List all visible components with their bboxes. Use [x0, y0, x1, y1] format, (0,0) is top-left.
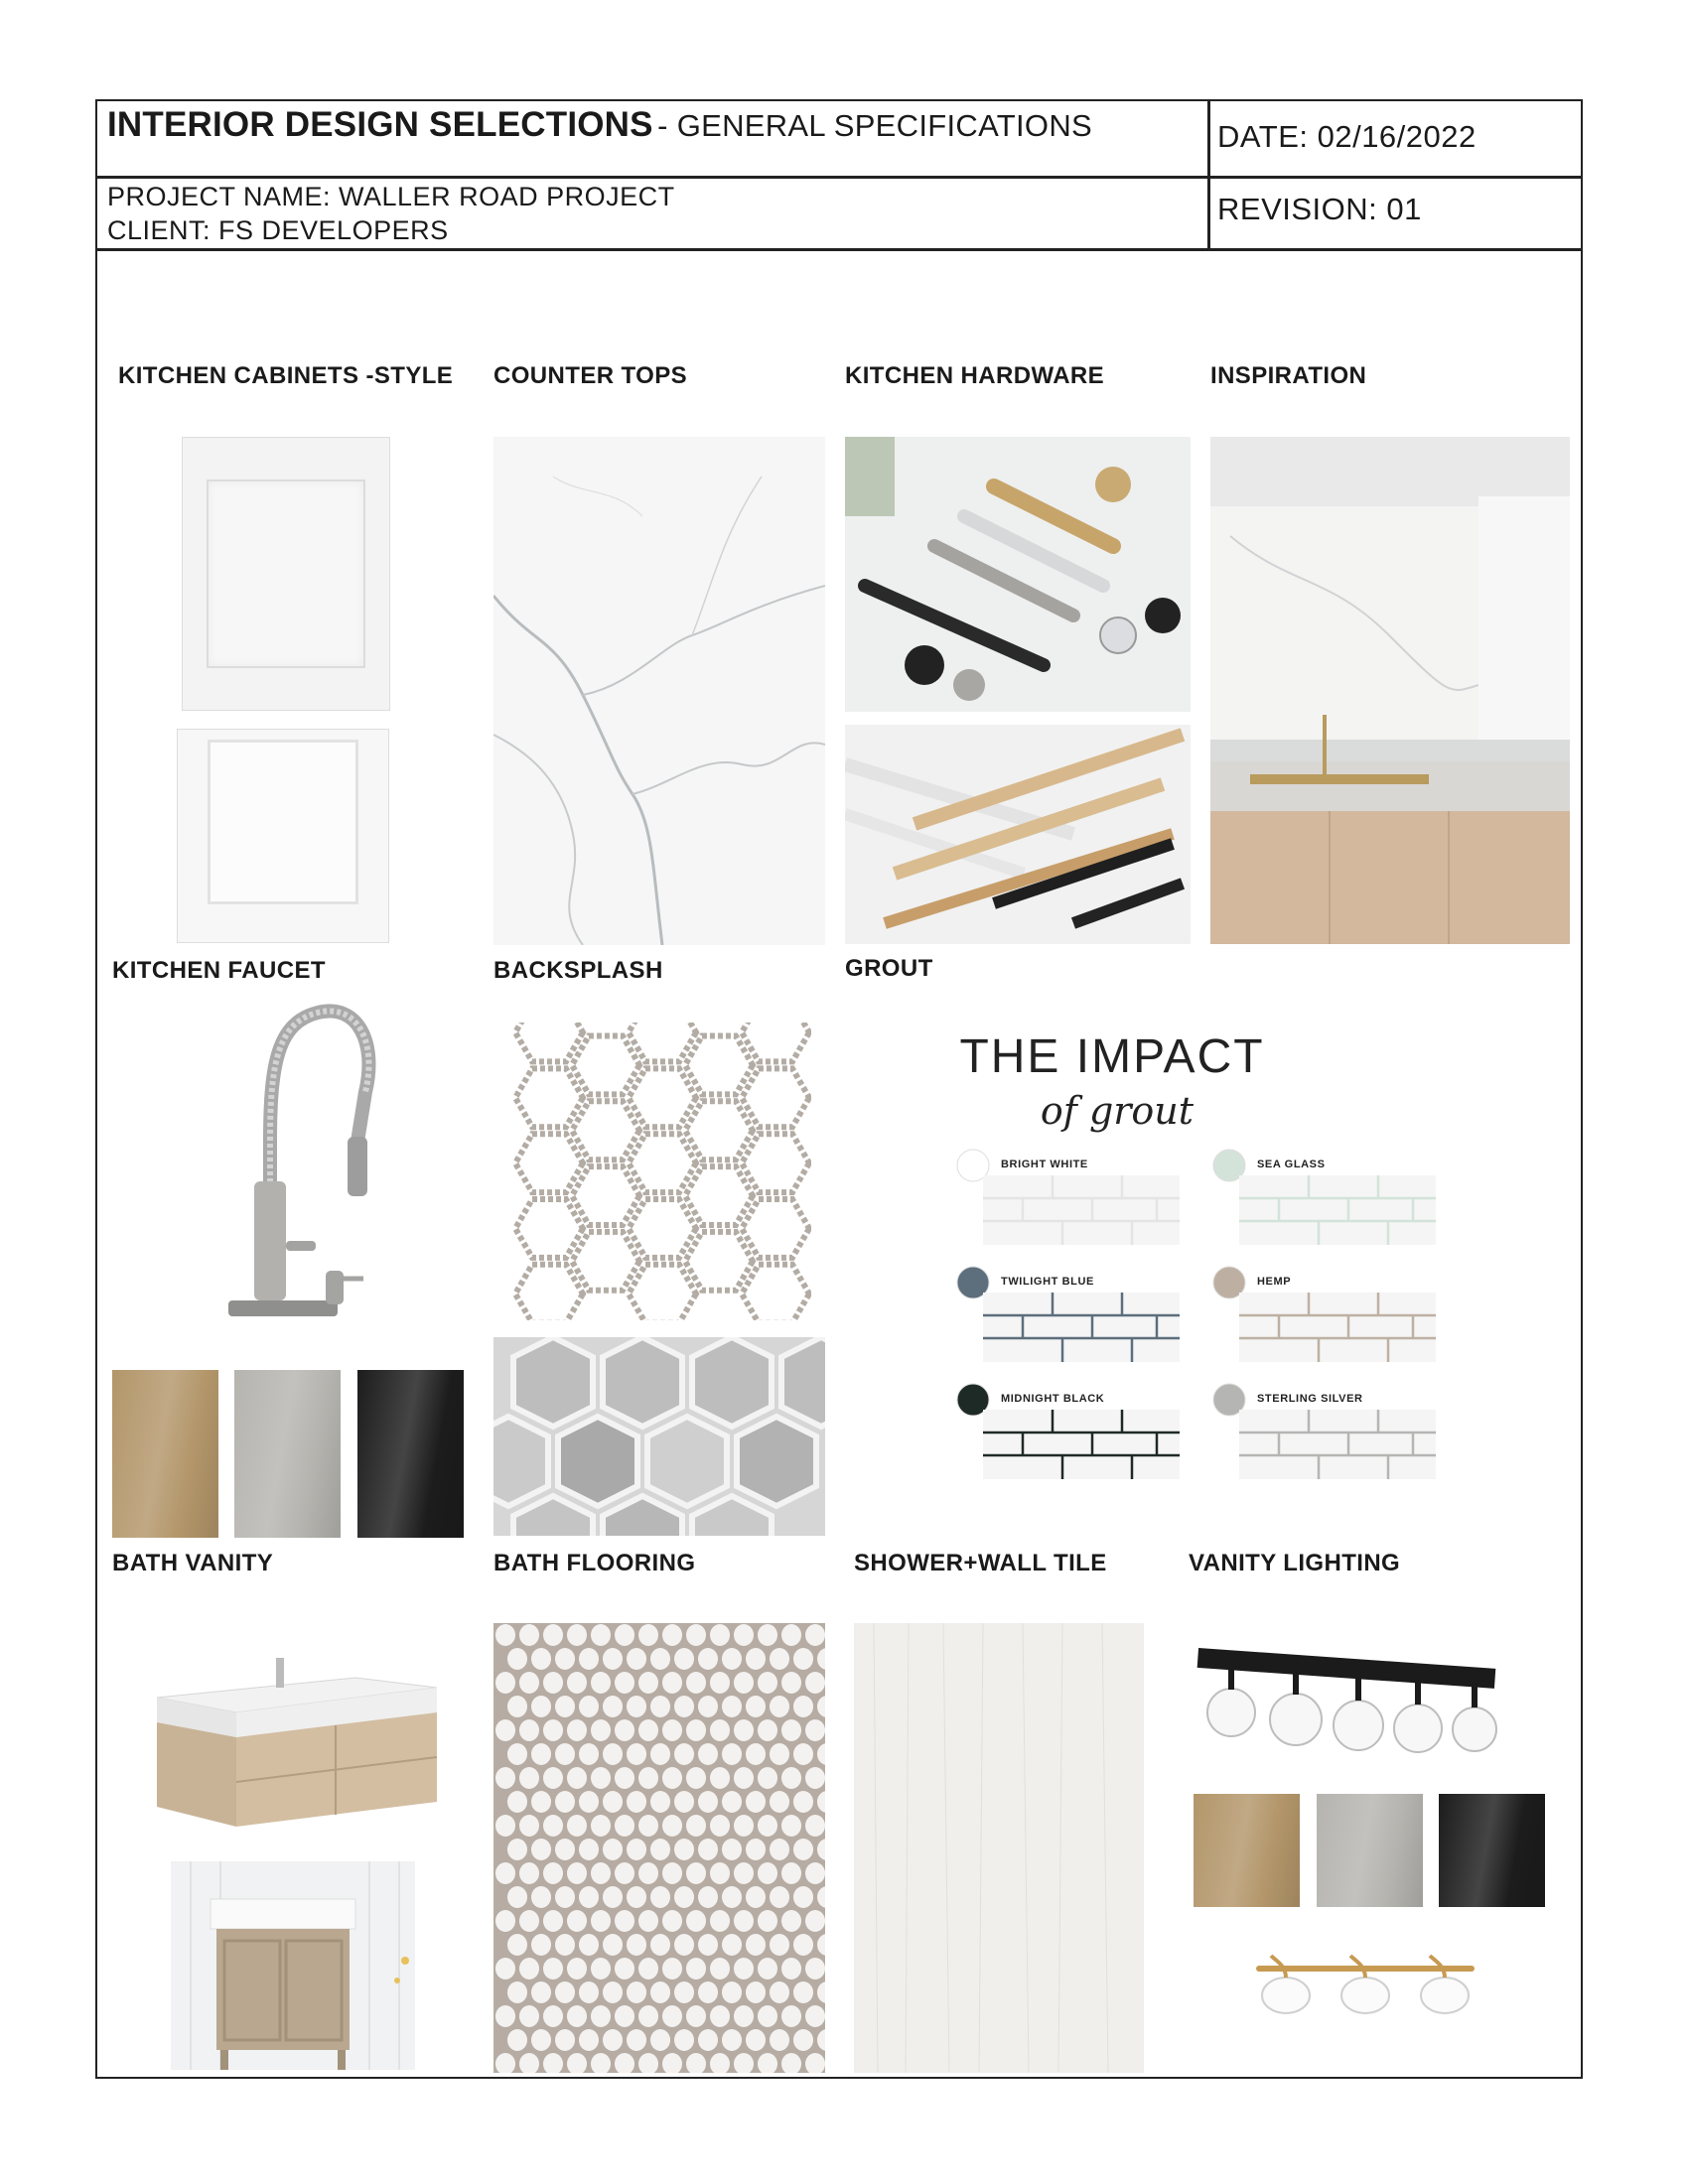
header-divider — [95, 176, 1583, 179]
label-bath-vanity: BATH VANITY — [112, 1550, 274, 1576]
svg-text:MIDNIGHT BLACK: MIDNIGHT BLACK — [1001, 1393, 1105, 1405]
bath-flooring-mosaic-image — [493, 1623, 825, 2073]
cabinet-door-image-2 — [177, 729, 389, 943]
header-bottom-divider — [95, 248, 1583, 251]
grout-option-twilight-blue — [957, 1267, 1180, 1362]
svg-text:STERLING SILVER: STERLING SILVER — [1257, 1393, 1363, 1405]
bath-vanity-freestanding-image — [171, 1861, 415, 2070]
lighting-finish-brushed-brass — [1194, 1794, 1300, 1907]
grout-option-bright-white — [957, 1150, 1180, 1245]
vanity-light-brass-globe-image — [1246, 1946, 1484, 2025]
finish-swatch-brushed-nickel — [234, 1370, 341, 1538]
backsplash-hex-mosaic-image — [501, 1023, 811, 1320]
client-name: CLIENT: FS DEVELOPERS — [107, 215, 449, 245]
label-kitchen-cabinets: KITCHEN CABINETS -STYLE — [118, 362, 454, 389]
sheet-title: INTERIOR DESIGN SELECTIONS — [107, 105, 653, 144]
grout-option-sterling-silver — [1213, 1384, 1436, 1479]
grout-impact-graphic — [953, 1032, 1470, 1509]
finish-swatch-matte-black — [357, 1370, 464, 1538]
label-backsplash: BACKSPLASH — [493, 957, 663, 984]
kitchen-hardware-bar-pulls-image — [845, 725, 1191, 944]
backsplash-metallic-hex-image — [493, 1337, 825, 1536]
inspiration-kitchen-image — [1210, 437, 1570, 944]
label-bath-flooring: BATH FLOORING — [493, 1550, 696, 1576]
lighting-finish-brushed-nickel — [1317, 1794, 1423, 1907]
svg-text:BRIGHT WHITE: BRIGHT WHITE — [1001, 1159, 1088, 1170]
countertop-marble-image — [493, 437, 825, 945]
grout-headline: THE IMPACT — [959, 1032, 1265, 1083]
label-shower-wall-tile: SHOWER+WALL TILE — [854, 1550, 1107, 1576]
kitchen-hardware-pulls-image — [845, 437, 1191, 712]
label-kitchen-faucet: KITCHEN FAUCET — [112, 957, 326, 984]
bath-vanity-floating-image — [147, 1638, 437, 1829]
label-inspiration: INSPIRATION — [1210, 362, 1367, 389]
cabinet-door-image-1 — [182, 437, 390, 711]
label-grout: GROUT — [845, 955, 933, 982]
sheet-date: DATE: 02/16/2022 — [1217, 119, 1477, 154]
grout-script: of grout — [1040, 1089, 1195, 1133]
label-kitchen-hardware: KITCHEN HARDWARE — [845, 362, 1105, 389]
header-column-divider — [1207, 99, 1210, 250]
grout-option-sea-glass — [1213, 1150, 1436, 1245]
shower-wall-tile-image — [854, 1623, 1144, 2073]
project-name: PROJECT NAME: WALLER ROAD PROJECT — [107, 182, 675, 211]
lighting-finish-matte-black — [1439, 1794, 1545, 1907]
vanity-light-black-globe-image — [1192, 1638, 1539, 1757]
svg-text:TWILIGHT BLUE: TWILIGHT BLUE — [1001, 1276, 1094, 1288]
sheet-title-row — [107, 105, 1092, 145]
label-vanity-lighting: VANITY LIGHTING — [1189, 1550, 1401, 1576]
grout-option-midnight-black — [957, 1384, 1180, 1479]
label-counter-tops: COUNTER TOPS — [493, 362, 688, 389]
revision: REVISION: 01 — [1217, 192, 1422, 226]
sheet-subtitle: - GENERAL SPECIFICATIONS — [657, 108, 1092, 143]
svg-text:SEA GLASS: SEA GLASS — [1257, 1159, 1326, 1170]
svg-text:HEMP: HEMP — [1257, 1276, 1292, 1288]
grout-option-hemp — [1213, 1267, 1436, 1362]
kitchen-faucet-image — [189, 1003, 407, 1330]
finish-swatch-brushed-brass — [112, 1370, 218, 1538]
